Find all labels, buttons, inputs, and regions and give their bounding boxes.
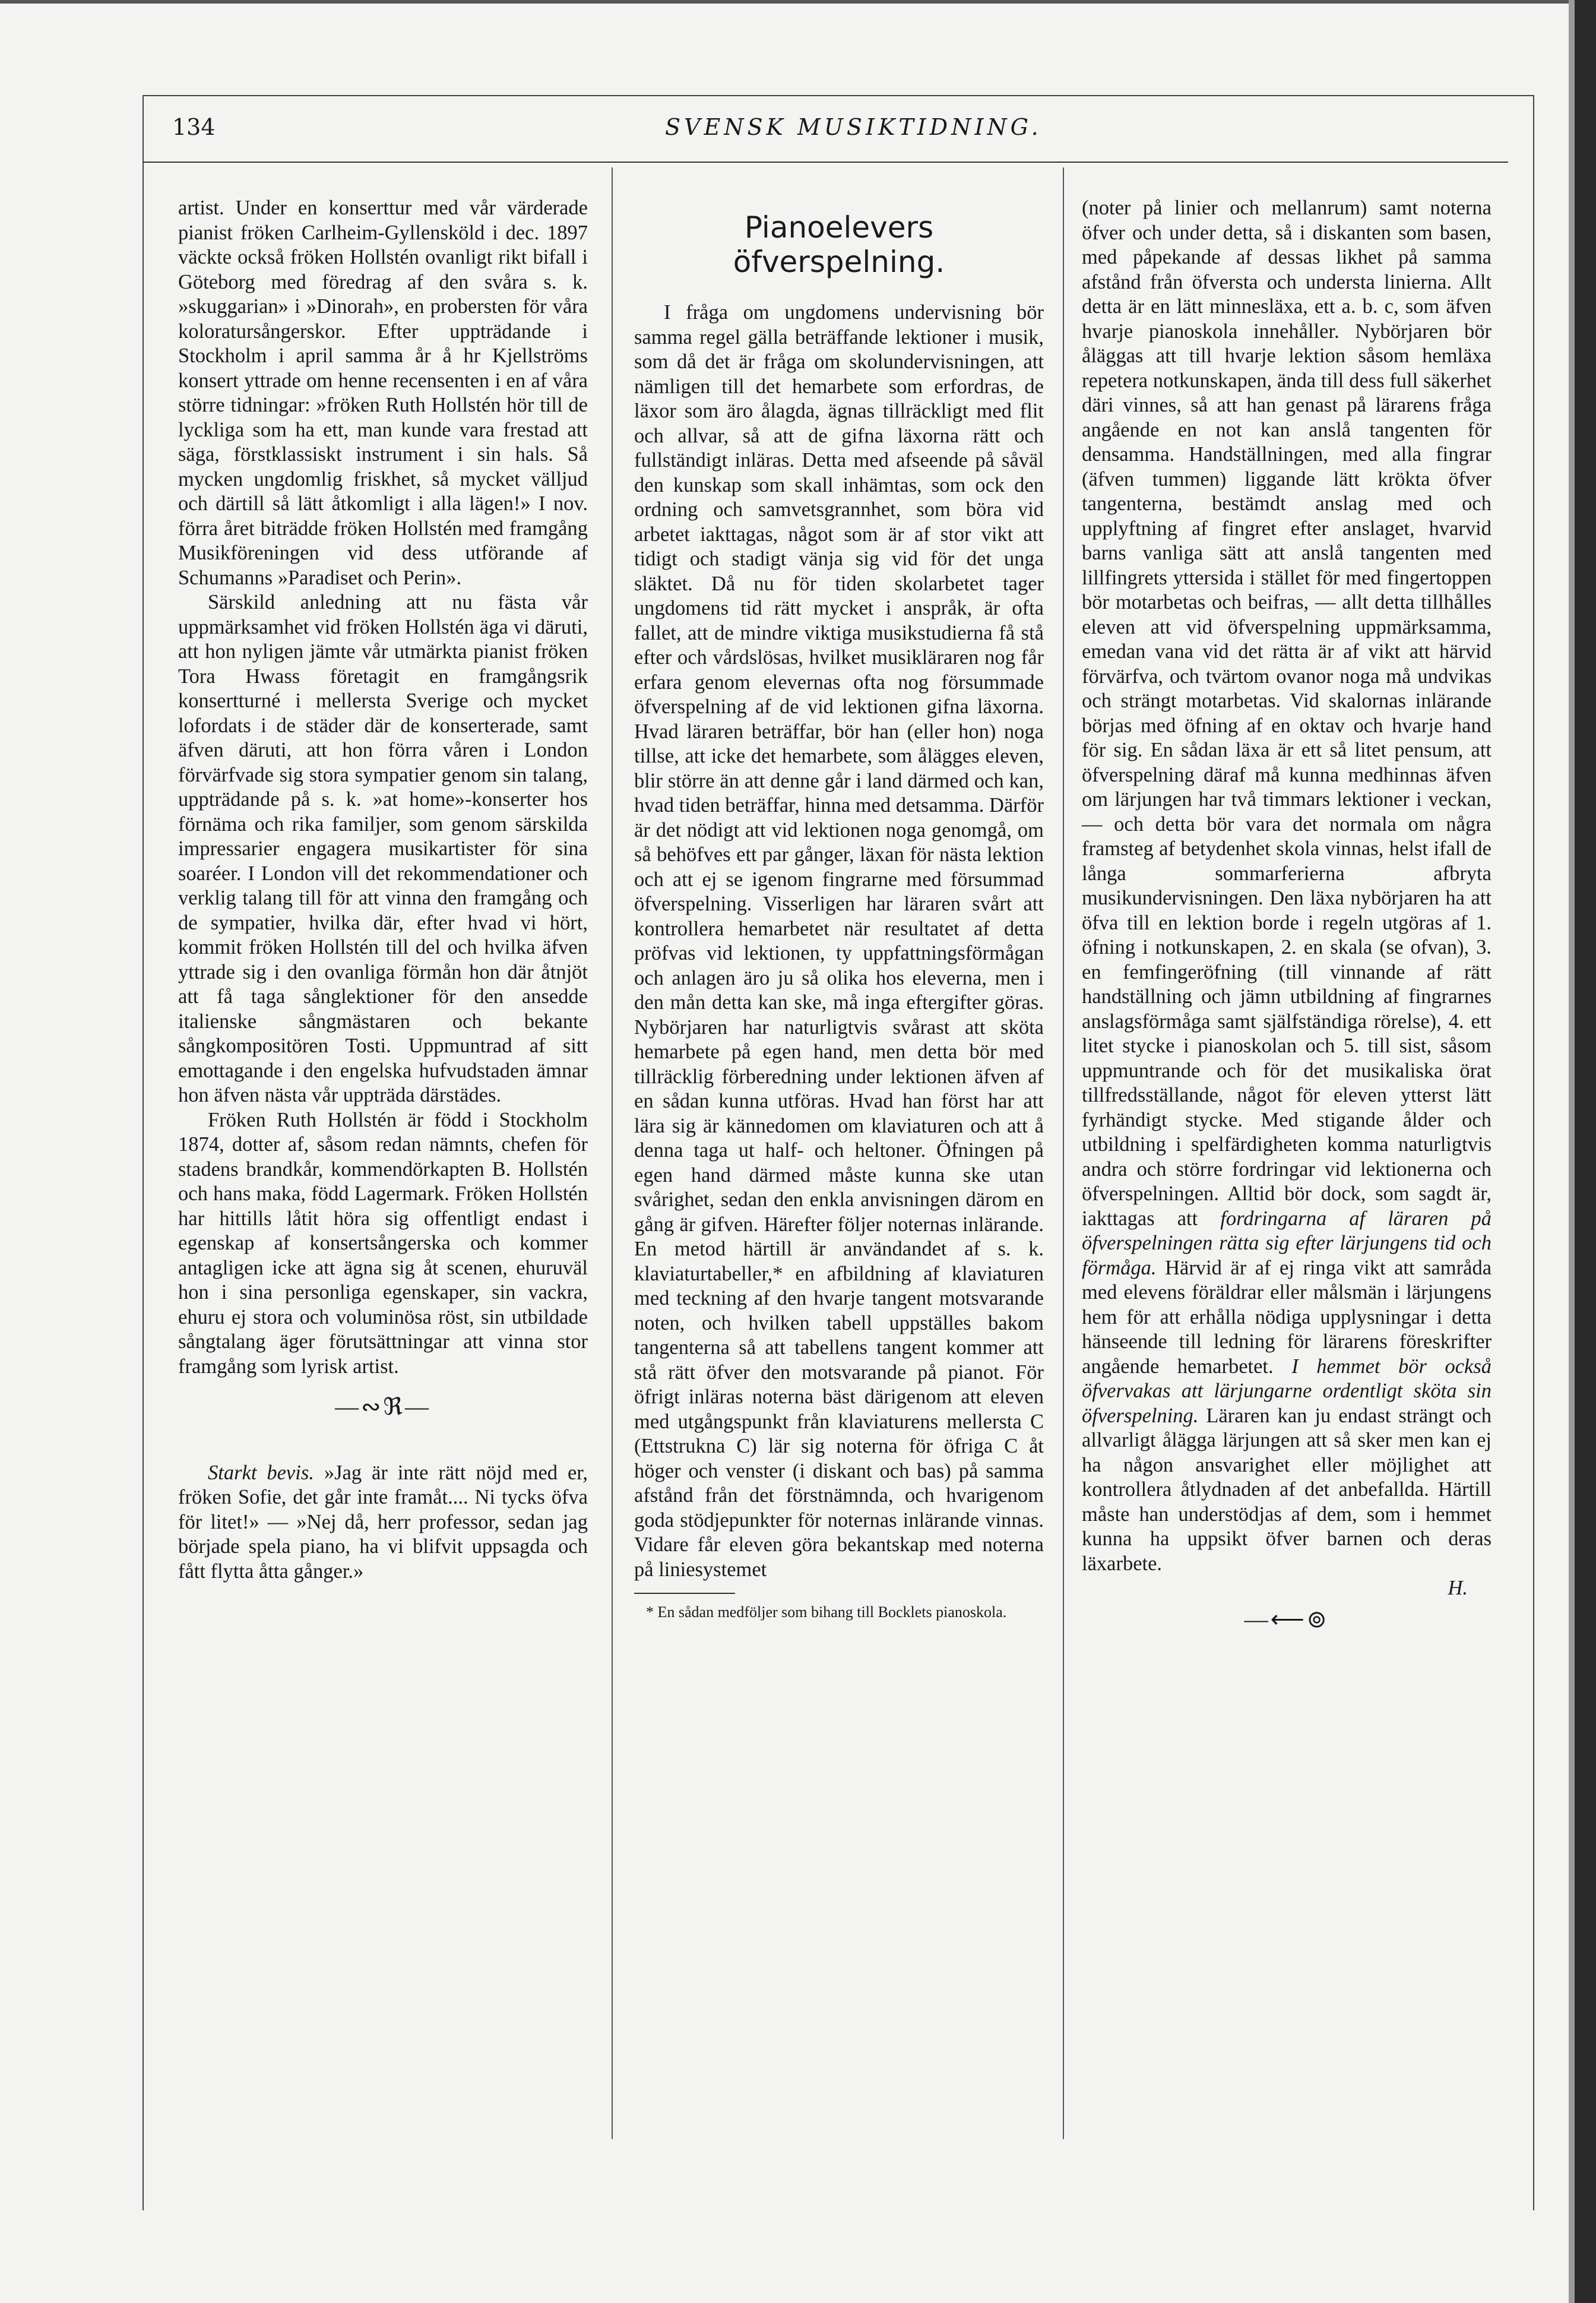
column-2 [634,196,1044,1622]
page-number: 134 [172,114,216,140]
anecdote-text: »Jag är inte rätt nöjd med er, fröken Sofie, det går inte framåt.... Ni tycks öfva för litet!» — »Nej då, herr professor, sedan jag började spela piano, ha vi blifvit uppsagda och fått flytta åtta gånger.» [178,1461,588,1583]
paragraph-text: (noter på linier och mellanrum) samt noterna öfver och under detta, så i diskanten som basen, med påpekande af dessas likhet på samma afstånd från öfversta och understa linierna. Allt detta är en lätt minnesläxa, ett a. b. c, som äfven hvarje pianoskola innehåller. Nybörjaren bör åläggas att till hvarje lektion såsom hemläxa repetera notkunskapen, ända till dess full säkerhet däri vinnes, så att han genast på lärarens fråga angående en not kan anslå tangenten för densamma. Handställningen, med alla fingrar (äfven tummen) liggande lätt krökta öfver tangenterna, bestämdt anslag med och upplyftning af fingret efter anslaget, hvarvid barns vanliga sätt att anslå tangenten med lillfingrets yttersida i stället för med fingertoppen bör motarbetas och beifras, — allt detta tillhålles eleven att vid öfverspelning uppmärksamma, emedan vana vid det rätta är af vikt att härvid förvärfva, och tvärtom ovanor noga må undvikas och strängt motarbetas. Vid skalornas inlärande börjas med öfning af en oktav och hvarje hand för sig. En sådan läxa är ett så litet pensum, att öfverspelning däraf må kunna medhinnas äfven om lärjungen har två timmars lektioner i veckan, — och detta bör vara det normala om några framsteg af betydenhet skola vinnas, helst ifall de långa sommarferierna afbryta musikundervisningen. Den läxa nybörjaren ha att öfva till en lektion borde i regeln utgöras af 1. öfning i notkunskapen, 2. en skala (se ofvan), 3. en femfingeröfning (till vinnande af rätt handställning och jämn utbildning af fingrarnes anslagsförmåga samt själfständiga rörelse), 4. ett litet stycke i pianoskolan och 5. till sist, såsom uppmuntrande och för det musikaliska örat tillfredsställande, något för eleven ytterst lätt fyrhändigt stycke. Med stigande ålder och utbildning i spelfärdigheten komma naturligtvis andra och större fordringar vid lektionerna och öfverspelningen. Alltid bör dock, som sagdt är, iakttagas att [1082,197,1492,1230]
running-title: SVENSK MUSIKTIDNING. [665,114,1042,140]
column-1 [178,196,588,1584]
emphasis: fordringarna af läraren på öfverspelningen rätta sig efter lärjungens tid och förmåga. [1082,1207,1492,1279]
footnote: * En sådan medföljer som bihang till Bocklets pianoskola. [646,1603,1007,1621]
paragraph: I fråga om ungdomens undervisning bör samma regel gälla beträffande lektioner i musik, som då det är fråga om skolundervisningen, att nämligen till det hemarbete som erfordras, de läxor som äro ålagda, ägnas tillräckligt med flit och allvar, så att de gifna läxorna rätt och fullständigt inläras. Detta med afseende på såväl den kunskap som skall inhämtas, som ock den ordning och samvetsgrannhet, som böra vid arbetet iakttagas, något som är af stor vikt att tidigt och stadigt vänja sig vid för det unga släktet. Då nu för tiden skolarbetet tager ungdomens tid rätt mycket i anspråk, är ofta fallet, att de mindre viktiga musikstudierna få stå efter och vårdslösas, hvilket musikläraren nog får erfara genom elevernas ofta nog försummade öfverspelning af de vid lektionen gifna läxorna. Hvad läraren beträffar, bör han (eller hon) noga tillse, att icke det hemarbete, som ålägges eleven, blir större än att denne går i land därmed och kan, hvad tiden beträffar, hinna med detsamma. Därför är det nödigt att vid lektionen noga genomgå, om så behöfves ett par gånger, läxan för nästa lektion och att ej se igenom fingrarne med försummad öfverspelning. Visserligen har läraren svårt att kontrollera hemarbetet när resultatet af detta pröfvas vid lektionen, ty uppfattningsförmågan och anlagen äro ju så olika hos eleverna, men i den mån detta kan ske, må inga eftergifter göras. Nybörjaren har naturligtvis svårast att sköta hemarbete på egen hand, men detta bör med tillräcklig förberedning under lektionen äfven af en sådan kunna utföras. Hvad han först har att lära sig är kännedomen om klaviaturen och att å denna taga ut half- och heltoner. Öfningen på egen hand därmed måste kunna ske utan svårighet, sedan den enkla anvisningen därom en gång är gifven. Härefter följer noternas inlärande. En metod härtill är användandet af s. k. klaviaturtabeller,* en afbildning af klaviaturen med teckning af den hvarje tangent motsvarande noten, och hvilken tabell uppställes bakom tangenterna så att tabellens tangent kommer att stå rätt öfver den motsvarande på pianot. För öfrigt inläras noterna bäst därigenom att eleven med utgångspunkt från klaviaturens mellersta C (Ettstrukna C) lär sig noterna för öfriga C åt höger och venster (i diskant och bas) på samma afstånd från det förstnämnda, och hvarigenom goda stödjepunkter för noternas inlärande vinnas. Vidare får eleven göra bekantskap med noterna på liniesystemet [634,301,1044,1581]
column-divider-right [1063,167,1064,2139]
paragraph-text: Läraren kan ju endast strängt och allvarligt ålägga lärjungen att så sker men kan ej ha någon ansvarighet eller möjlighet att kontrollera åtlydnaden af det anbefallda. Härtill måste han understödjas af dem, som i hemmet kunna ha uppsikt öfver barnen och deras läxarbete. [1082,1404,1492,1575]
column-divider-left [612,167,613,2139]
paragraph [1082,196,1492,1576]
article-title: Pianoelevers öfverspelning. [733,210,945,279]
paragraph-text: Härvid är af ej ringa vikt att samråda med elevens föräldrar eller målsmän i lärjungens hem för att erhålla nödiga upplysningar i detta hänseende till ledning för lärarens föreskrifter angående hemarbetet. [1082,1256,1492,1378]
anecdote [178,1461,588,1584]
column-3 [1082,196,1492,1673]
header-rule [142,162,1508,163]
signature: H. [1448,1577,1468,1599]
page-edge-shadow [1569,0,1575,2303]
paragraph: Fröken Ruth Hollstén är född i Stockholm 1874, dotter af, såsom redan nämnts, chefen för stadens brandkår, kommendörkapten B. Hollstén och hans maka, född Lagermark. Fröken Hollstén har hittills låtit höra sig offentligt endast i egenskap af konsertsångerska och kommer antagligen icke att ägna sig åt scenen, ehuruväl hon i sina personliga egenskaper, sin vackra, ehuru ej stora och voluminösa röst, sin utbildade sångtalang äger förutsättningar att vinna stor framgång som lyrisk artist. [178,1108,588,1378]
scanner-edge [1575,0,1596,2303]
ornament-divider: —⟵⊚ [1244,1605,1329,1633]
paragraph: artist. Under en konserttur med vår värderade pianist fröken Carlheim-Gyllensköld i dec. 1897 väckte också fröken Hollstén ovanligt rikt bifall i Göteborg med föredrag af den svåra s. k. »skuggarian» i »Dinorah», en probersten för våra koloratursångerskor. Efter uppträdande i Stockholm i april samma år å hr Kjellströms konsert yttrade om henne recensenten i en af våra större tidningar: »fröken Ruth Hollstén hör till de lyckliga som ha ett, man kunde vara frestad att säga, förstklassiskt instrument i sin hals. Så mycken ungdomlig friskhet, så mycket välljud och därtill så lätt åtkomligt i alla lägen!» I nov. förra året biträdde fröken Hollstén med framgång Musikföreningen vid dess utförande af Schumanns »Paradiset och Perin». [178,197,588,589]
ornament-divider: —∾ℜ— [334,1393,432,1420]
footnote-rule [634,1593,735,1594]
emphasis: I hemmet bör också öfvervakas att lärjungarne ordentligt sköta sin öfverspelning. [1082,1355,1492,1427]
paragraph: Särskild anledning att nu fästa vår uppmärksamhet vid fröken Hollstén äga vi däruti, att hon nyligen jämte vår utmärkta pianist fröken Tora Hwass företagit en framgångsrik konsertturné i mellersta Sverige och mycket lofordats i de städer där de konserterade, samt äfven däruti, att hon förra våren i London förvärfvade sig stora sympatier genom sin talang, uppträdande på s. k. »at home»-konserter hos förnäma och rika familjer, som genom särskilda impressarier engagera musikartister för sina soaréer. I London vill det rekommendationer och verklig talang till för att vinna den framgång och de sympatier, hvilka där, efter hvad vi hört, kommit fröken Hollstén till del och hvilka äfven yttrade sig i den ovanliga förmån hon där åtnjöt att få taga sånglektioner för den ansedde italienske sångmästaren och bekante sångkompositören Tosti. Uppmuntrad af sitt emottagande i den engelska hufvudstaden ämnar hon äfven nästa vår uppträda därstädes. [178,591,588,1106]
top-edge [0,0,1596,4]
anecdote-title: Starkt bevis. [208,1461,314,1484]
